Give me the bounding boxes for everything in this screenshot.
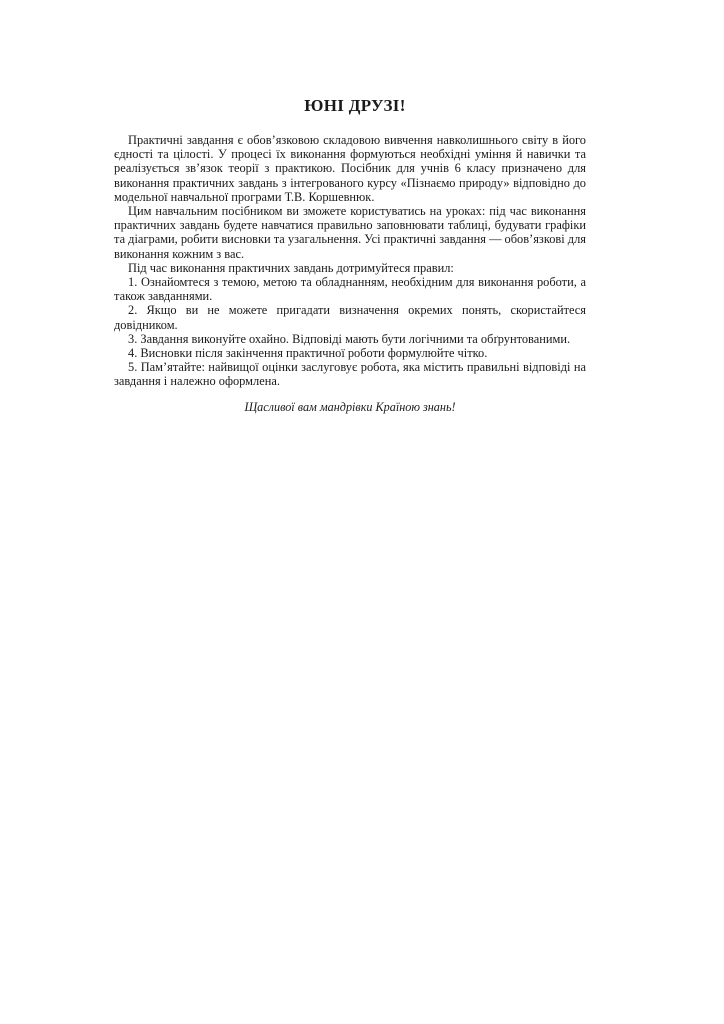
rule-item-4: 4. Висновки після закінчення практичної роботи формулюйте чітко. bbox=[128, 346, 488, 361]
document-page bbox=[114, 96, 586, 414]
rule-item-2: 2. Якщо ви не можете пригадати визначення окремих понять, скористайтеся довідником. bbox=[114, 303, 586, 332]
rules-intro: Під час виконання практичних завдань дотримуйтеся правил: bbox=[128, 260, 454, 275]
usage-paragraph: Цим навчальним посібником ви зможете користуватись на уроках: під час виконання практичних завдань будете навчатися правильно заповнювати таблиці, будувати графіки та діаграми, робити висновки та узагальнення. Усі практичні завдання — обов’язкові для виконання кожним з вас. bbox=[114, 204, 586, 261]
page-title: ЮНІ ДРУЗІ! bbox=[304, 96, 406, 115]
rule-item-3: 3. Завдання виконуйте охайно. Відповіді мають бути логічними та обґрунтованими. bbox=[128, 331, 571, 346]
intro-paragraph: Практичні завдання є обов’язковою складовою вивчення навколишнього світу в його єдності та цілості. У процесі їх виконання формуються необхідні уміння й навички та реалізується зв’язок теорії з практикою. Посібник для учнів 6 класу призначено для виконання практичних завдань з інтегрованого курсу «Пізнаємо природу» відповідно до модельної навчальної програми Т.В. Коршевнюк. bbox=[114, 133, 586, 204]
rule-item-5: 5. Пам’ятайте: найвищої оцінки заслуговує робота, яка містить правильні відповіді на завдання і належно оформлена. bbox=[114, 360, 586, 389]
rule-item-1: 1. Ознайомтеся з темою, метою та обладнанням, необхідним для виконання роботи, а також завданнями. bbox=[114, 275, 586, 304]
closing-wish: Щасливої вам мандрівки Країною знань! bbox=[244, 399, 456, 414]
